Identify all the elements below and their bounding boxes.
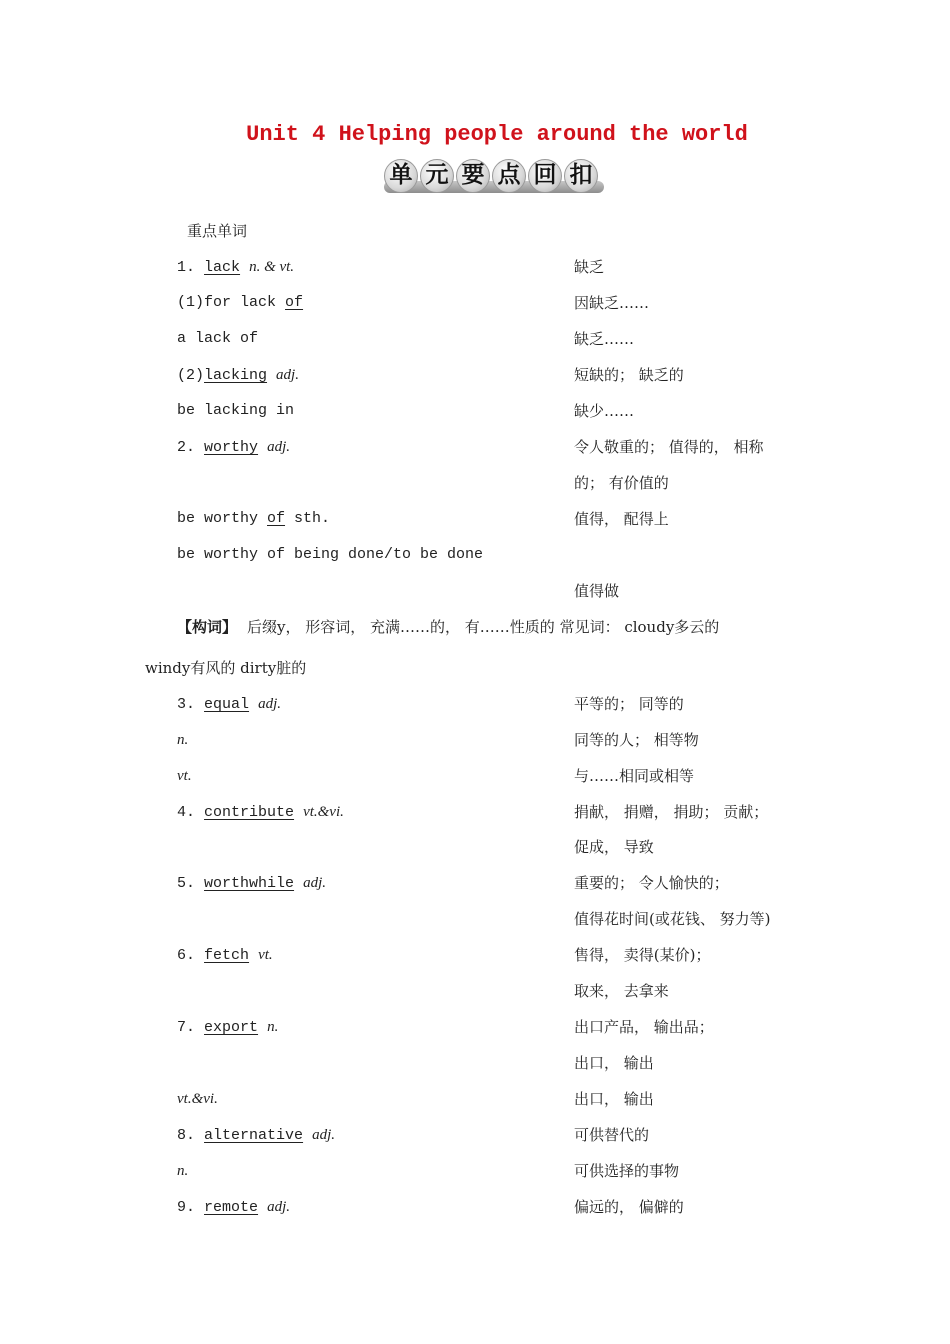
entry-meaning: 同等的人； 相等物 — [574, 731, 699, 749]
part-of-speech: vt.&vi. — [177, 1091, 218, 1107]
entry-meaning: 令人敬重的； 值得的， 相称 — [574, 438, 764, 456]
vocab-word: lacking — [204, 367, 268, 384]
entry-term — [177, 437, 290, 458]
part-of-speech: vt.&vi. — [303, 804, 344, 820]
entry-meaning: 售得， 卖得(某价)； — [574, 946, 711, 964]
entry-term — [177, 873, 326, 894]
phrase-text: sth. — [285, 510, 331, 527]
entry-number: 5. — [177, 875, 196, 892]
phrase-text: (1)for lack — [177, 294, 286, 311]
entry-number: 4. — [177, 804, 196, 821]
entry-term — [177, 257, 294, 278]
word-formation-note — [177, 617, 719, 637]
part-of-speech: vt. — [258, 947, 273, 963]
vocab-word: alternative — [204, 1127, 304, 1144]
entry-number: 7. — [177, 1019, 196, 1036]
entry-term — [177, 694, 281, 715]
entry-term — [177, 1125, 335, 1146]
entry-meaning: 缺乏…… — [574, 330, 635, 348]
unit-title: Unit 4 Helping people around the world — [246, 122, 748, 147]
entry-meaning-cont: 促成， 导致 — [574, 838, 654, 856]
vocab-word: fetch — [204, 947, 250, 964]
phrase-text: (2) — [177, 367, 205, 384]
banner-char: 要 — [456, 159, 490, 193]
part-of-speech: n. — [177, 1163, 189, 1179]
entry-meaning-cont: 取来， 去拿来 — [574, 982, 669, 1000]
entry-meaning: 出口产品， 输出品； — [574, 1018, 714, 1036]
entry-term — [177, 509, 330, 529]
entry-meaning: 与……相同或相等 — [574, 767, 695, 785]
part-of-speech: adj. — [303, 875, 326, 891]
entry-number: 1. — [177, 259, 196, 276]
entry-meaning-cont: 值得花时间(或花钱、 努力等) — [574, 910, 771, 928]
vocab-word: equal — [204, 696, 250, 713]
entry-number: 2. — [177, 439, 196, 456]
part-of-speech: n. — [267, 1019, 279, 1035]
phrase-text: be worthy of being done/to be done — [177, 546, 484, 563]
part-of-speech: adj. — [267, 439, 290, 455]
banner-char: 扣 — [564, 159, 598, 193]
banner-char: 回 — [528, 159, 562, 193]
vocab-word: worthwhile — [204, 875, 295, 892]
phrase-text: be worthy — [177, 510, 268, 527]
entry-number: 3. — [177, 696, 196, 713]
banner-char: 点 — [492, 159, 526, 193]
part-of-speech: n. — [177, 732, 189, 748]
phrase-text: a lack of — [177, 330, 259, 347]
banner-char: 元 — [420, 159, 454, 193]
entry-meaning-cont: 出口， 输出 — [574, 1054, 654, 1072]
entry-meaning: 可供选择的事物 — [574, 1162, 680, 1180]
entry-term — [177, 365, 299, 386]
entry-term — [177, 293, 303, 313]
entry-term — [177, 1197, 290, 1218]
entry-meaning: 值得做 — [574, 582, 620, 600]
entry-number: 6. — [177, 947, 196, 964]
entry-meaning: 可供替代的 — [574, 1126, 650, 1144]
part-of-speech: adj. — [267, 1199, 290, 1215]
section-banner — [380, 159, 608, 197]
part-of-speech: n. & vt. — [249, 259, 295, 275]
entry-meaning: 值得， 配得上 — [574, 510, 669, 528]
entry-meaning: 缺乏 — [574, 258, 605, 276]
vocab-word: of — [267, 510, 286, 527]
section-title: 重点单词 — [187, 222, 248, 240]
vocab-word: remote — [204, 1199, 259, 1216]
note-text: 后缀y， 形容词， 充满……的， 有……性质的 常见词： cloudy多云的 — [247, 618, 720, 636]
entry-meaning: 平等的； 同等的 — [574, 695, 684, 713]
vocab-word: export — [204, 1019, 259, 1036]
vocab-word: of — [285, 294, 304, 311]
phrase-text: be lacking in — [177, 402, 295, 419]
entry-meaning: 重要的； 令人愉快的； — [574, 874, 729, 892]
part-of-speech: adj. — [258, 696, 281, 712]
entry-term — [177, 802, 344, 823]
entry-meaning: 短缺的； 缺乏的 — [574, 366, 684, 384]
part-of-speech: adj. — [312, 1127, 335, 1143]
part-of-speech: vt. — [177, 768, 192, 784]
note-text-cont: windy有风的 dirty脏的 — [145, 659, 307, 677]
entry-meaning: 出口， 输出 — [574, 1090, 654, 1108]
entry-meaning-cont: 的； 有价值的 — [574, 474, 669, 492]
entry-meaning: 捐献， 捐赠， 捐助； 贡献； — [574, 803, 769, 821]
entry-meaning: 偏远的， 偏僻的 — [574, 1198, 684, 1216]
vocab-word: worthy — [204, 439, 259, 456]
entry-meaning: 因缺乏…… — [574, 294, 650, 312]
entry-number: 8. — [177, 1127, 196, 1144]
banner-char: 单 — [384, 159, 418, 193]
entry-term — [177, 1017, 278, 1038]
entry-number: 9. — [177, 1199, 196, 1216]
entry-term — [177, 945, 273, 966]
part-of-speech: adj. — [276, 367, 299, 383]
vocab-word: contribute — [204, 804, 295, 821]
entry-meaning: 缺少…… — [574, 402, 635, 420]
note-label: 【构词】 — [177, 618, 238, 636]
vocab-word: lack — [204, 259, 241, 276]
